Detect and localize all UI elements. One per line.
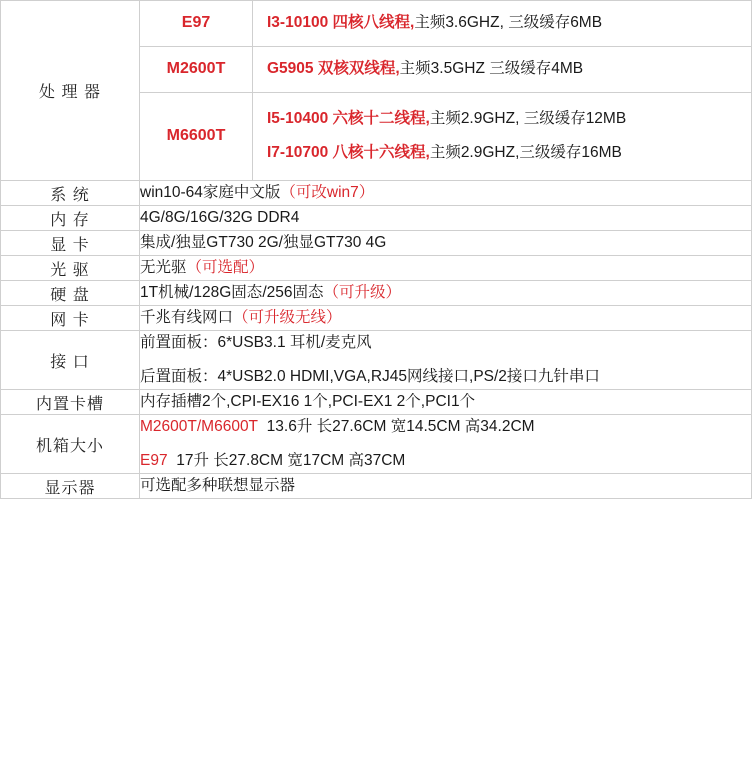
table-row-monitor: [1, 474, 752, 499]
cpu-desc-m2600t: [253, 46, 752, 92]
cpu-desc-detail: 主频3.5GHZ 三级缓存4MB: [399, 59, 584, 77]
row-value-monitor: 可选配多种联想显示器: [140, 474, 752, 499]
row-value-os: [140, 181, 752, 206]
cpu-desc-line: [267, 141, 741, 166]
cpu-desc-m6600t: [253, 92, 752, 180]
cpu-sub-table: [140, 1, 751, 180]
row-value-optical-drive: [140, 256, 752, 281]
cpu-value-cell: [140, 1, 752, 181]
row-label-monitor: 显示器: [1, 474, 140, 499]
cpu-model-m6600t: M6600T: [140, 92, 253, 180]
table-row-optical-drive: [1, 256, 752, 281]
cpu-option-row: [140, 1, 751, 46]
row-label-memory: 内 存: [1, 206, 140, 231]
chassis-model-e97: E97: [140, 452, 168, 470]
row-label-ports: 接 口: [1, 331, 140, 390]
cpu-desc-detail: 主频3.6GHZ, 三级缓存6MB: [414, 14, 603, 31]
table-row-network: [1, 306, 752, 331]
storage-note: （可升级）: [323, 284, 401, 302]
row-value-slots: 内存插槽2个,CPI-EX16 1个,PCI-EX1 2个,PCI1个: [140, 390, 752, 415]
os-note: （可改win7）: [280, 184, 375, 202]
row-label-chassis-size: 机箱大小: [1, 415, 140, 474]
row-value-memory: 4G/8G/16G/32G DDR4: [140, 206, 752, 231]
row-value-storage: [140, 281, 752, 306]
cpu-desc-highlight: I3-10100 四核八线程,: [267, 14, 415, 31]
table-row-chassis-size: [1, 415, 752, 474]
cpu-desc-e97: [253, 1, 752, 46]
row-value-chassis-size: [140, 415, 752, 474]
chassis-size-line: [140, 415, 751, 439]
cpu-desc-detail: 主频2.9GHZ, 三级缓存12MB: [429, 109, 627, 127]
chassis-dim-1: 13.6升 长27.6CM 宽14.5CM 高34.2CM: [266, 418, 535, 436]
row-label-os: 系 统: [1, 181, 140, 206]
cpu-desc-highlight: G5905 双核双线程,: [267, 59, 400, 77]
chassis-model-m2600t-m6600t: M2600T/M6600T: [140, 418, 259, 436]
network-note: （可升级无线）: [233, 309, 342, 327]
cpu-desc-highlight: I7-10700 八核十六线程,: [267, 144, 430, 162]
row-label-cpu: 处 理 器: [1, 1, 140, 181]
cpu-option-row: [140, 92, 751, 180]
storage-value: 1T机械/128G固态/256固态: [140, 284, 324, 302]
table-row-slots: [1, 390, 752, 415]
row-label-gpu: 显 卡: [1, 231, 140, 256]
row-value-network: [140, 306, 752, 331]
row-label-slots: 内置卡槽: [1, 390, 140, 415]
cpu-model-e97: E97: [140, 1, 253, 46]
network-value: 千兆有线网口: [140, 309, 234, 327]
cpu-model-m2600t: M2600T: [140, 46, 253, 92]
optical-drive-value: 无光驱: [140, 259, 187, 277]
ports-rear: 后置面板：4*USB2.0 HDMI,VGA,RJ45网线接口,PS/2接口九针串口: [140, 368, 600, 386]
cpu-option-row: [140, 46, 751, 92]
row-label-storage: 硬 盘: [1, 281, 140, 306]
ports-front: 前置面板：6*USB3.1 耳机/麦克风: [140, 334, 372, 352]
optical-drive-note: （可选配）: [186, 259, 265, 277]
row-value-gpu: 集成/独显GT730 2G/独显GT730 4G: [140, 231, 752, 256]
table-row-gpu: [1, 231, 752, 256]
os-value: win10-64家庭中文版: [140, 184, 281, 202]
table-row-cpu: [1, 1, 752, 181]
row-value-ports: [140, 331, 752, 390]
chassis-dim-2: 17升 长27.8CM 宽17CM 高37CM: [176, 452, 406, 470]
table-row-storage: [1, 281, 752, 306]
chassis-size-line: [140, 449, 751, 473]
cpu-desc-line: [267, 107, 741, 132]
table-row-os: [1, 181, 752, 206]
row-label-optical-drive: 光 驱: [1, 256, 140, 281]
cpu-desc-highlight: I5-10400 六核十二线程,: [267, 109, 430, 127]
table-row-ports: [1, 331, 752, 390]
table-row-memory: [1, 206, 752, 231]
row-label-network: 网 卡: [1, 306, 140, 331]
cpu-desc-detail: 主频2.9GHZ,三级缓存16MB: [429, 144, 622, 162]
